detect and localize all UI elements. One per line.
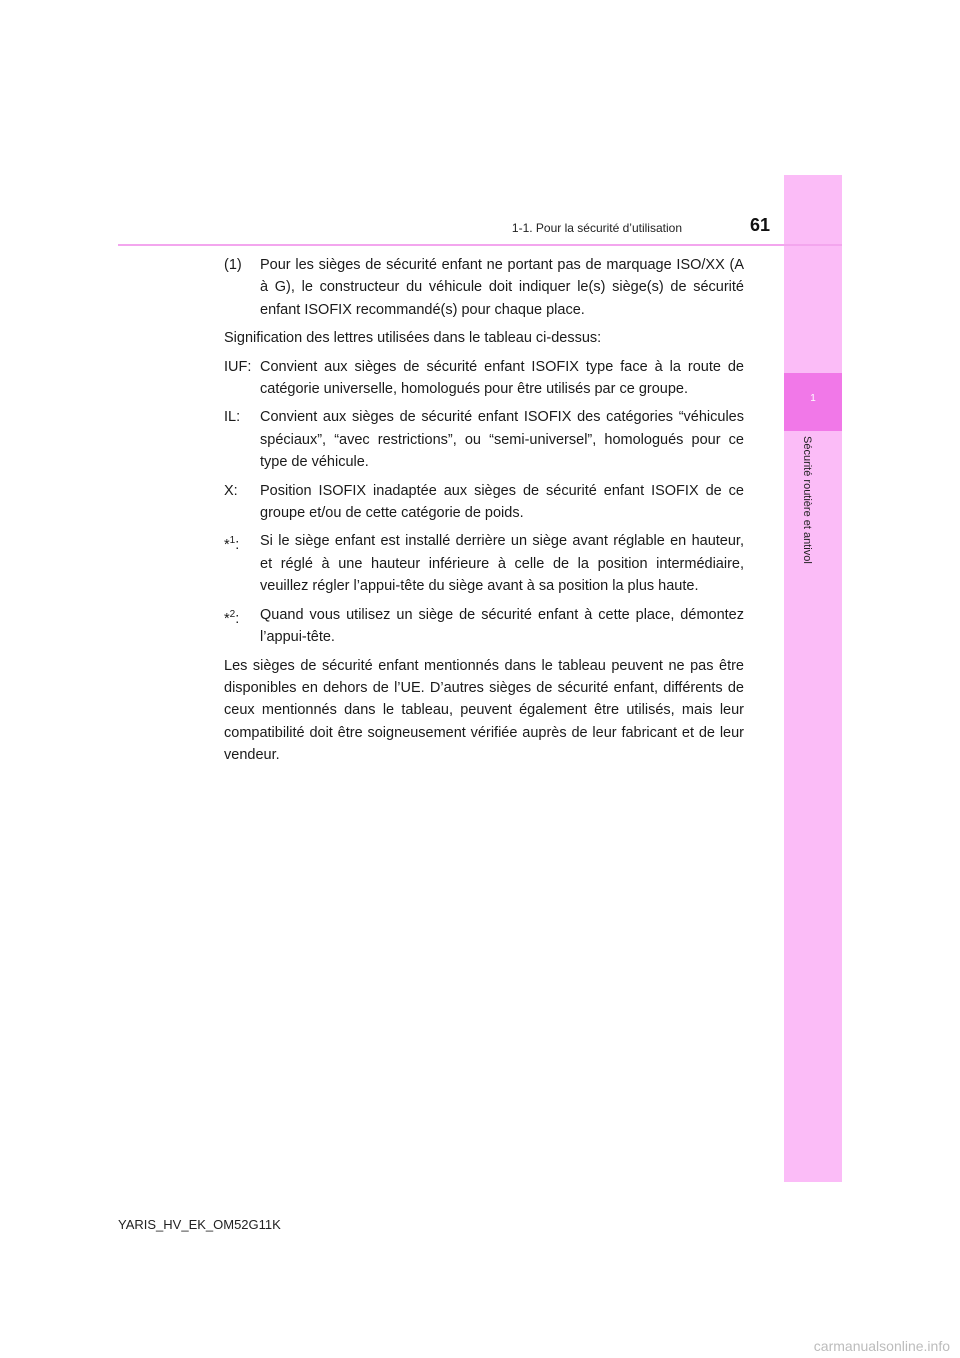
footnote-1-number: 1 [229,535,236,547]
header-rule [118,244,842,246]
legend-iuf-label: IUF: [224,358,252,375]
page-body [224,254,744,773]
legend-iuf-text: Convient aux sièges de sécurité enfant ISOFIX type face à la route de catégorie universelle, homologués pour être utilisés par ce groupe. [260,358,744,398]
watermark: carmanualsonline.info [813,1338,950,1354]
footnote-2-text: Quand vous utilisez un siège de sécurité enfant à cette place, démontez l’appui-tête. [260,606,744,646]
footnote-2-colon: : [235,610,240,627]
closing-paragraph: Les sièges de sécurité enfant mentionnés dans le tableau peuvent ne pas être disponibles en dehors de l’UE. D’autres sièges de sécurité enfant, différents de ceux mentionnés dans le tableau, peuvent également être utilisés, mais leur compatibilité doit être soigneusement vérifiée auprès de leur fabricant et de leur vendeur. [224,657,744,764]
footnote-1-star: * [224,537,230,554]
page-number: 61 [749,215,770,235]
footnote-1-label [224,530,260,597]
footnote-2 [224,604,744,649]
legend-x-label: X: [224,482,238,499]
legend-x-text: Position ISOFIX inadaptée aux sièges de sécurité enfant ISOFIX de ce groupe et/ou de cette catégorie de poids. [260,482,744,522]
footnote-2-label [224,604,260,649]
note-1-text: Pour les sièges de sécurité enfant ne portant pas de marquage ISO/XX (A à G), le constructeur du véhicule doit indiquer le(s) siège(s) de sécurité enfant ISOFIX recommandé(s) pour chaque place. [260,257,744,318]
legend-x [224,480,744,525]
chapter-title: Sécurité routière et antivol [801,436,813,564]
note-1-label: (1) [224,257,242,273]
legend-iuf [224,356,744,401]
chapter-sidebar [784,175,842,1182]
legend-intro: Signification des lettres utilisées dans le tableau ci-dessus: [224,330,602,347]
section-title: 1-1. Pour la sécurité d’utilisation [511,221,682,235]
legend-il-label: IL: [224,409,241,426]
footnote-1-colon: : [235,537,240,554]
chapter-number: 1 [810,393,816,404]
legend-il [224,406,744,473]
footnote-1-text: Si le siège enfant est installé derrière un siège avant réglable en hauteur, et réglé à une hauteur inférieure à celle de la position intermédiaire, veuillez régler l’appui-tête du siège avant à sa position la plus haute. [260,533,744,595]
legend-il-text: Convient aux sièges de sécurité enfant ISOFIX des catégories “véhicules spéciaux”, “avec restrictions”, ou “semi-universel”, homologués pour ce type de véhicule. [260,409,744,471]
note-1 [224,254,744,321]
footnote-2-star: * [224,610,230,627]
footnote-1 [224,530,744,597]
footnote-2-number: 2 [229,608,236,620]
document-code: YARIS_HV_EK_OM52G11K [118,1217,281,1232]
